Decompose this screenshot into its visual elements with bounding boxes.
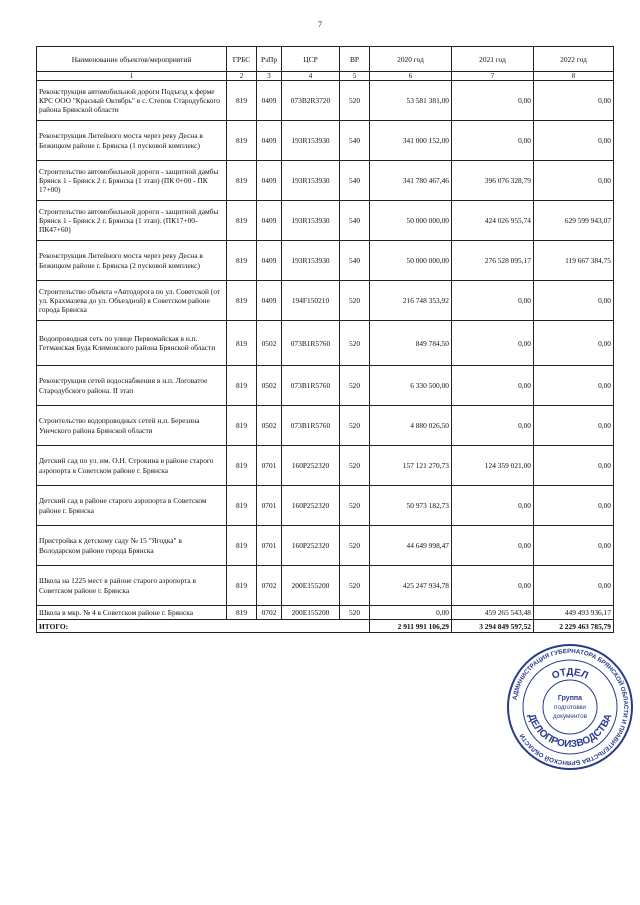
amount-2021: 0,00 (452, 486, 534, 526)
object-name: Строительство водопроводных сетей н.п. Березина Унечского района Брянской области (37, 406, 227, 446)
object-name: Водопроводная сеть по улице Первомайская в н.п. Гетманская Буда Климовского района Брянской области (37, 321, 227, 366)
col-header-grbs: ГРБС (227, 47, 257, 72)
table-row (37, 281, 614, 321)
amount-2021: 0,00 (452, 121, 534, 161)
grbs-code: 819 (227, 241, 257, 281)
column-number: 8 (534, 72, 614, 81)
amount-2021: 0,00 (452, 321, 534, 366)
amount-2020: 216 748 353,92 (370, 281, 452, 321)
object-name: Реконструкция Литейного моста через реку Десна в Бежицком районе г. Брянска (2 пусковой комплекс) (37, 241, 227, 281)
object-name: Строительство объекта «Автодорога по ул. Советской (от ул. Крахмалева до ул. Объездной) в Советском районе города Брянска (37, 281, 227, 321)
vr-code: 520 (340, 366, 370, 406)
amount-2022: 0,00 (534, 566, 614, 606)
amount-2022: 0,00 (534, 526, 614, 566)
rzpr-code: 0702 (257, 606, 282, 620)
amount-2020: 6 330 500,00 (370, 366, 452, 406)
grbs-code: 819 (227, 81, 257, 121)
csr-code: 160P252320 (282, 446, 340, 486)
grbs-code: 819 (227, 161, 257, 201)
csr-code: 193R153930 (282, 161, 340, 201)
vr-code: 520 (340, 446, 370, 486)
object-name: Детский сад по ул. им. О.Н. Строкина в районе старого аэропорта в Советском районе г. Брянска (37, 446, 227, 486)
amount-2021: 276 528 095,17 (452, 241, 534, 281)
table-row (37, 121, 614, 161)
table-row (37, 526, 614, 566)
csr-code: 160P252320 (282, 486, 340, 526)
column-number-row (37, 72, 614, 81)
vr-code: 520 (340, 406, 370, 446)
table-row (37, 446, 614, 486)
amount-2022: 0,00 (534, 446, 614, 486)
total-2021: 3 294 849 597,52 (452, 620, 534, 633)
vr-code: 520 (340, 606, 370, 620)
amount-2022: 0,00 (534, 281, 614, 321)
table-row (37, 486, 614, 526)
vr-code: 540 (340, 121, 370, 161)
rzpr-code: 0701 (257, 526, 282, 566)
table-row (37, 81, 614, 121)
total-row (37, 620, 614, 633)
total-2022: 2 229 463 785,79 (534, 620, 614, 633)
amount-2020: 50 000 000,00 (370, 241, 452, 281)
amount-2022: 0,00 (534, 121, 614, 161)
stamp-center-line: Группа (557, 695, 583, 702)
object-name: Школа на 1225 мест в районе старого аэропорта в Советском районе г. Брянска (37, 566, 227, 606)
col-header-name: Наименование объектов/мероприятий (37, 47, 227, 72)
total-2020: 2 911 991 106,29 (370, 620, 452, 633)
amount-2022: 629 599 943,07 (534, 201, 614, 241)
rzpr-code: 0502 (257, 366, 282, 406)
col-header-csr: ЦСР (282, 47, 340, 72)
grbs-code: 819 (227, 606, 257, 620)
grbs-code: 819 (227, 526, 257, 566)
rzpr-code: 0409 (257, 241, 282, 281)
column-number: 6 (370, 72, 452, 81)
csr-code: 073В1R5760 (282, 406, 340, 446)
column-number: 1 (37, 72, 227, 81)
stamp-department-bottom: ДЕЛОПРОИЗВОДСТВА (525, 712, 615, 751)
col-header-vr: ВР (340, 47, 370, 72)
table-row (37, 566, 614, 606)
total-label: ИТОГО: (37, 620, 370, 633)
amount-2020: 0,00 (370, 606, 452, 620)
official-stamp (505, 642, 635, 772)
amount-2020: 4 880 026,50 (370, 406, 452, 446)
object-name: Детский сад в районе старого аэропорта в Советском районе г. Брянска (37, 486, 227, 526)
vr-code: 520 (340, 566, 370, 606)
rzpr-code: 0409 (257, 201, 282, 241)
page-number: 7 (318, 20, 322, 29)
stamp-department-top: ОТДЕЛ (550, 666, 590, 682)
column-number: 2 (227, 72, 257, 81)
amount-2020: 425 247 934,78 (370, 566, 452, 606)
amount-2022: 0,00 (534, 366, 614, 406)
grbs-code: 819 (227, 281, 257, 321)
col-header-2021: 2021 год (452, 47, 534, 72)
csr-code: 073В1R5760 (282, 321, 340, 366)
amount-2021: 459 265 543,48 (452, 606, 534, 620)
object-name: Реконструкция автомобильной дороги Подъезд к ферме КРС ООО "Красный Октябрь" в с. Степок Стародубского района Брянской области (37, 81, 227, 121)
object-name: Реконструкция Литейного моста через реку Десна в Бежицком районе г. Брянска (1 пусковой комплекс) (37, 121, 227, 161)
amount-2021: 0,00 (452, 81, 534, 121)
amount-2022: 0,00 (534, 321, 614, 366)
column-number: 5 (340, 72, 370, 81)
object-name: Строительство автомобильной дороги - защитной дамбы Брянск 1 - Брянск 2 г. Брянска (1 этап) (ПК 0+00 - ПК 17+00) (37, 161, 227, 201)
col-header-2022: 2022 год (534, 47, 614, 72)
stamp-center-line: документов (552, 713, 588, 720)
rzpr-code: 0409 (257, 81, 282, 121)
vr-code: 520 (340, 281, 370, 321)
vr-code: 520 (340, 486, 370, 526)
grbs-code: 819 (227, 366, 257, 406)
csr-code: 073В1R5760 (282, 366, 340, 406)
amount-2022: 119 667 384,75 (534, 241, 614, 281)
grbs-code: 819 (227, 486, 257, 526)
table-row (37, 161, 614, 201)
rzpr-code: 0409 (257, 121, 282, 161)
amount-2020: 157 121 270,73 (370, 446, 452, 486)
stamp-ring-text: АДМИНИСТРАЦИЯ ГУБЕРНАТОРА БРЯНСКОЙ ОБЛАСТИ И ПРАВИТЕЛЬСТВА БРЯНСКОЙ ОБЛАСТИ (511, 647, 630, 767)
grbs-code: 819 (227, 406, 257, 446)
grbs-code: 819 (227, 566, 257, 606)
amount-2021: 396 076 328,79 (452, 161, 534, 201)
grbs-code: 819 (227, 321, 257, 366)
vr-code: 520 (340, 81, 370, 121)
rzpr-code: 0701 (257, 486, 282, 526)
object-name: Пристройка к детскому саду № 15 "Ягодка" в Володарском районе города Брянска (37, 526, 227, 566)
amount-2021: 0,00 (452, 366, 534, 406)
header-row (37, 47, 614, 72)
amount-2021: 0,00 (452, 566, 534, 606)
rzpr-code: 0702 (257, 566, 282, 606)
object-name: Реконструкция сетей водоснабжения в н.п. Логоватое Стародубского района. II этап (37, 366, 227, 406)
object-name: Строительство автомобильной дороги - защитной дамбы Брянск 1 - Брянск 2 г. Брянска (1 этап). (ПК17+00-ПК47+60) (37, 201, 227, 241)
vr-code: 540 (340, 201, 370, 241)
grbs-code: 819 (227, 201, 257, 241)
table-row (37, 406, 614, 446)
vr-code: 520 (340, 526, 370, 566)
vr-code: 540 (340, 161, 370, 201)
rzpr-code: 0701 (257, 446, 282, 486)
col-header-2020: 2020 год (370, 47, 452, 72)
stamp-center-line: подготовки (554, 704, 586, 711)
amount-2022: 0,00 (534, 406, 614, 446)
object-name: Школа в мкр. № 4 в Советском районе г. Брянска (37, 606, 227, 620)
amount-2020: 44 649 998,47 (370, 526, 452, 566)
amount-2021: 0,00 (452, 526, 534, 566)
amount-2021: 0,00 (452, 406, 534, 446)
grbs-code: 819 (227, 446, 257, 486)
col-header-rzpr: РзПр (257, 47, 282, 72)
amount-2020: 849 784,50 (370, 321, 452, 366)
csr-code: 193R153930 (282, 201, 340, 241)
rzpr-code: 0409 (257, 281, 282, 321)
table-row (37, 241, 614, 281)
amount-2020: 50 000 000,00 (370, 201, 452, 241)
csr-code: 073В2R3720 (282, 81, 340, 121)
rzpr-code: 0409 (257, 161, 282, 201)
csr-code: 200E155200 (282, 566, 340, 606)
vr-code: 540 (340, 241, 370, 281)
column-number: 4 (282, 72, 340, 81)
amount-2022: 0,00 (534, 161, 614, 201)
table-row (37, 321, 614, 366)
amount-2022: 0,00 (534, 486, 614, 526)
amount-2021: 424 026 955,74 (452, 201, 534, 241)
budget-table (36, 46, 614, 633)
csr-code: 193R153930 (282, 241, 340, 281)
table-row (37, 606, 614, 620)
csr-code: 200E155200 (282, 606, 340, 620)
amount-2020: 53 581 381,00 (370, 81, 452, 121)
rzpr-code: 0502 (257, 406, 282, 446)
csr-code: 194F150210 (282, 281, 340, 321)
column-number: 7 (452, 72, 534, 81)
vr-code: 520 (340, 321, 370, 366)
amount-2021: 124 359 021,00 (452, 446, 534, 486)
amount-2022: 0,00 (534, 81, 614, 121)
table-row (37, 201, 614, 241)
column-number: 3 (257, 72, 282, 81)
amount-2020: 341 000 152,00 (370, 121, 452, 161)
rzpr-code: 0502 (257, 321, 282, 366)
csr-code: 193R153930 (282, 121, 340, 161)
amount-2020: 341 780 467,46 (370, 161, 452, 201)
amount-2020: 50 973 182,73 (370, 486, 452, 526)
grbs-code: 819 (227, 121, 257, 161)
amount-2021: 0,00 (452, 281, 534, 321)
amount-2022: 449 493 936,17 (534, 606, 614, 620)
table-row (37, 366, 614, 406)
csr-code: 160P252320 (282, 526, 340, 566)
